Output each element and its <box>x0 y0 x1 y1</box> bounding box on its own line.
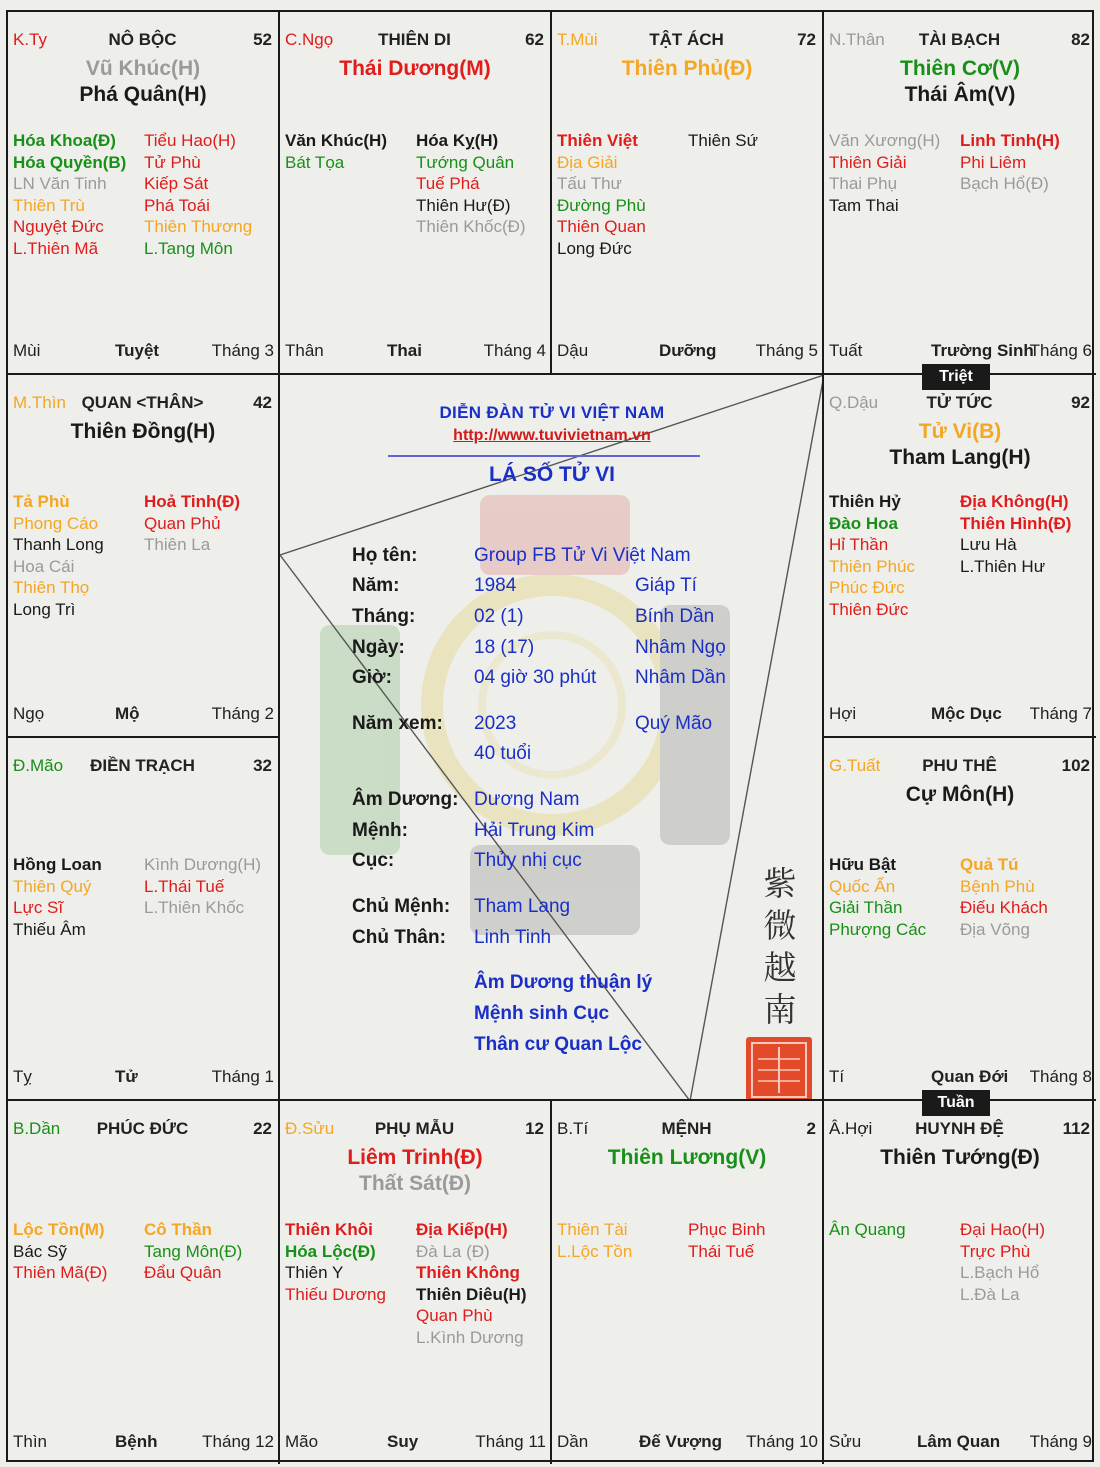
palace-tu-tuc[interactable] <box>824 375 1096 738</box>
palace-name: TỬ TỨC <box>926 393 993 412</box>
minor-star: Lực Sĩ <box>13 898 64 917</box>
month: Tháng 2 <box>211 704 274 723</box>
palace-thien-di[interactable] <box>280 12 552 375</box>
minor-star: Phá Toái <box>144 195 210 215</box>
palace-footer <box>829 341 1092 361</box>
footer-branch: Tí <box>829 1067 845 1086</box>
main-star: Thiên Lương(V) <box>607 1146 767 1169</box>
minor-star: Ân Quang <box>829 1220 906 1239</box>
minor-star: Thiên La <box>144 535 211 554</box>
palace-footer <box>13 704 274 724</box>
palace-branch: M.Thìn <box>13 393 66 412</box>
minor-star: Bệnh Phù <box>960 876 1035 896</box>
palace-branch: Q.Dậu <box>829 393 879 412</box>
palace-phuc-duc[interactable] <box>8 1101 280 1464</box>
main-star: Cự Môn(H) <box>905 783 1015 806</box>
palace-header <box>13 756 272 778</box>
footer-branch: Sửu <box>829 1432 862 1451</box>
info-label: Mệnh: <box>352 820 408 841</box>
month: Tháng 1 <box>211 1067 274 1086</box>
minor-star: LN Văn Tinh <box>13 174 107 193</box>
life-stage: Dưỡng <box>659 341 717 360</box>
minor-star: Quốc Ấn <box>829 876 896 896</box>
minor-stars-left <box>557 1219 632 1262</box>
seal-characters <box>750 863 810 1031</box>
info-value: Tham Lang <box>474 896 571 917</box>
minor-star: Hóa Lộc(Đ) <box>285 1241 376 1261</box>
chart-board <box>6 10 1094 1462</box>
info-label: Chủ Mệnh: <box>352 896 451 917</box>
palace-age: 102 <box>1061 756 1090 775</box>
info-label: Họ tên: <box>352 545 418 566</box>
palace-age: 12 <box>525 1119 544 1138</box>
life-stage: Thai <box>387 341 422 360</box>
palace-footer <box>13 341 274 361</box>
palace-header <box>557 30 816 52</box>
month: Tháng 8 <box>1029 1067 1092 1086</box>
info-value-secondary: Bính Dần <box>635 606 715 627</box>
minor-star: Thiên Không <box>416 1263 520 1282</box>
minor-star: Phong Cáo <box>13 513 99 533</box>
info-label: Năm: <box>352 575 400 596</box>
life-stage: Suy <box>387 1432 419 1451</box>
footer-branch: Thân <box>285 341 324 360</box>
minor-star: Đà La (Đ) <box>416 1241 490 1261</box>
seal-character: 越 <box>763 948 797 987</box>
minor-star: Thiên Diêu(H) <box>416 1284 527 1304</box>
palace-age: 92 <box>1071 393 1090 412</box>
palace-footer <box>285 341 546 361</box>
minor-star: L.Tang Môn <box>144 238 233 258</box>
palace-name: PHÚC ĐỨC <box>96 1119 189 1138</box>
minor-star: Long Trì <box>13 599 76 619</box>
forum-title: DIỄN ĐÀN TỬ VI VIỆT NAM <box>439 403 665 422</box>
palace-name: NÔ BỘC <box>108 30 177 49</box>
palace-age: 52 <box>253 30 272 49</box>
info-label: Cục: <box>352 850 395 871</box>
palace-name: TẬT ÁCH <box>649 30 724 49</box>
palace-branch: T.Mùi <box>557 30 598 49</box>
minor-stars-right <box>960 491 1071 577</box>
minor-stars-right <box>144 130 252 259</box>
footer-branch: Mùi <box>13 341 41 360</box>
minor-stars-right <box>960 130 1060 195</box>
minor-star: Thiên Phúc <box>829 556 915 576</box>
minor-stars-right <box>688 1219 766 1262</box>
main-stars <box>8 419 278 445</box>
month: Tháng 5 <box>755 341 818 360</box>
palace-footer <box>829 1432 1092 1452</box>
main-star: Thiên Cơ(V) <box>900 57 1020 80</box>
minor-stars-right <box>416 130 526 238</box>
minor-star: Tam Thai <box>829 195 899 215</box>
palace-huynh-de[interactable] <box>824 1101 1096 1464</box>
palace-age: 62 <box>525 30 544 49</box>
minor-star: Kiếp Sát <box>144 174 209 193</box>
palace-header <box>285 1119 544 1141</box>
palace-name: PHU THÊ <box>922 756 997 775</box>
month: Tháng 7 <box>1029 704 1092 723</box>
palace-age: 2 <box>806 1119 816 1138</box>
minor-star: Phi Liêm <box>960 152 1027 172</box>
info-label: Năm xem: <box>352 713 443 734</box>
life-stage: Mộ <box>115 704 140 723</box>
minor-star: Hóa Quyền(B) <box>13 152 127 172</box>
info-label: Chủ Thân: <box>352 927 446 948</box>
palace-branch: Đ.Sửu <box>285 1119 335 1138</box>
main-stars <box>280 1145 550 1197</box>
minor-star: Thiên Tài <box>557 1220 628 1239</box>
footer-branch: Dần <box>557 1432 589 1451</box>
minor-star: Lộc Tồn(M) <box>13 1220 105 1239</box>
footer-branch: Ngọ <box>13 704 45 723</box>
palace-quan-loc[interactable] <box>8 375 280 738</box>
info-value-secondary: Nhâm Dần <box>635 667 726 688</box>
minor-star: Hỉ Thần <box>829 535 889 554</box>
minor-star: Thiên Sứ <box>688 131 758 150</box>
triet-badge: Triệt <box>922 364 990 390</box>
minor-star: Địa Giải <box>557 152 618 172</box>
minor-star: Giải Thần <box>829 898 903 917</box>
minor-stars-right <box>144 1219 242 1284</box>
palace-age: 32 <box>253 756 272 775</box>
palace-header <box>13 30 272 52</box>
minor-star: Hóa Kỵ(H) <box>416 131 499 150</box>
palace-header <box>829 30 1090 52</box>
minor-star: Đại Hao(H) <box>960 1220 1046 1239</box>
palace-tai-bach[interactable] <box>824 12 1096 375</box>
minor-star: Địa Không(H) <box>960 492 1069 511</box>
info-value-secondary: Giáp Tí <box>635 575 697 596</box>
red-seal-stamp <box>746 1037 812 1101</box>
minor-star: Tả Phù <box>13 492 70 511</box>
info-value: 40 tuổi <box>474 743 532 764</box>
palace-footer <box>13 1432 274 1452</box>
footer-branch: Mão <box>285 1432 319 1451</box>
minor-star: Trực Phù <box>960 1241 1031 1261</box>
minor-star: Tấu Thư <box>557 174 622 193</box>
palace-name: THIÊN DI <box>378 30 451 49</box>
main-star: Thái Dương(M) <box>339 57 491 80</box>
forum-url[interactable]: http://www.tuvivietnam.vn <box>453 427 651 444</box>
minor-stars-left <box>285 130 387 173</box>
seal-character: 紫 <box>763 864 797 903</box>
palace-footer <box>829 704 1092 724</box>
minor-star: Thiên Giải <box>829 152 907 172</box>
minor-star: L.Thiên Khốc <box>144 898 245 917</box>
minor-star: L.Đà La <box>960 1284 1020 1304</box>
month: Tháng 6 <box>1029 341 1092 360</box>
palace-age: 112 <box>1062 1119 1090 1138</box>
palace-name: HUYNH ĐỆ <box>915 1119 1004 1138</box>
chart-title: LÁ SỐ TỬ VI <box>489 463 615 486</box>
main-star: Thiên Đồng(H) <box>70 420 216 443</box>
palace-branch: C.Ngọ <box>285 30 334 49</box>
life-stage: Trường Sinh <box>931 341 1034 360</box>
minor-star: Tướng Quân <box>416 152 515 172</box>
footer-branch: Tỵ <box>13 1067 32 1086</box>
info-label: Âm Dương: <box>352 789 459 810</box>
minor-star: Hoả Tinh(Đ) <box>144 492 241 511</box>
main-stars <box>552 1145 822 1171</box>
info-label: Tháng: <box>352 606 416 627</box>
info-value: Group FB Tử Vi Việt Nam <box>474 545 691 566</box>
minor-stars-left <box>13 491 104 620</box>
minor-star: Thiên Hư(Đ) <box>416 195 511 215</box>
minor-star: Thiên Hình(Đ) <box>960 513 1072 533</box>
main-star: Thái Âm(V) <box>904 83 1016 106</box>
info-value: Thủy nhị cục <box>474 850 582 871</box>
minor-stars-right <box>960 1219 1045 1305</box>
main-star: Liêm Trinh(Đ) <box>347 1146 483 1169</box>
minor-star: Thiên Thọ <box>13 578 90 597</box>
palace-header <box>829 756 1090 778</box>
center-panel <box>280 375 824 1101</box>
palace-age: 72 <box>797 30 816 49</box>
minor-star: Thiên Việt <box>557 131 638 150</box>
minor-stars-left <box>829 491 915 620</box>
main-star: Thiên Phủ(Đ) <box>621 57 753 80</box>
info-value: 1984 <box>474 575 517 596</box>
minor-star: L.Thiên Mã <box>13 238 99 258</box>
palace-branch: B.Tí <box>557 1119 589 1138</box>
palace-name: PHỤ MẪU <box>374 1119 455 1138</box>
month: Tháng 10 <box>746 1432 818 1451</box>
life-stage: Đế Vượng <box>639 1432 722 1451</box>
seal-character: 微 <box>763 906 797 945</box>
minor-star: L.Bạch Hổ <box>960 1263 1040 1282</box>
life-stage: Quan Đới <box>931 1067 1009 1086</box>
info-label: Giờ: <box>352 667 392 688</box>
palace-branch: Đ.Mão <box>13 756 64 775</box>
palace-phu-the[interactable] <box>824 738 1096 1101</box>
minor-star: Thai Phụ <box>829 174 898 193</box>
month: Tháng 11 <box>475 1432 546 1451</box>
minor-stars-left <box>557 130 646 259</box>
palace-header <box>13 393 272 415</box>
minor-star: Bát Tọa <box>285 152 345 172</box>
info-value-secondary: Nhâm Ngọ <box>635 637 726 658</box>
life-stage: Lâm Quan <box>917 1432 1001 1451</box>
minor-star: Thiên Thương <box>144 217 253 236</box>
minor-star: Đường Phù <box>557 195 646 215</box>
palace-branch: G.Tuất <box>829 756 881 775</box>
info-value: 04 giờ 30 phút <box>474 667 597 688</box>
palace-footer <box>557 341 818 361</box>
minor-stars-left <box>829 130 940 216</box>
palace-name: QUAN <THÂN> <box>81 393 204 412</box>
minor-star: Đào Hoa <box>829 513 898 533</box>
minor-star: Thiên Quý <box>13 876 92 896</box>
chart-note: Mệnh sinh Cục <box>474 1003 610 1024</box>
minor-star: Phúc Đức <box>829 578 905 597</box>
minor-star: Bạch Hổ(Đ) <box>960 174 1049 193</box>
palace-footer <box>13 1067 274 1087</box>
info-value: 02 (1) <box>474 606 524 627</box>
palace-header <box>829 393 1090 415</box>
footer-branch: Dậu <box>557 341 589 360</box>
minor-stars-right <box>144 854 261 919</box>
palace-branch: N.Thân <box>829 30 885 49</box>
minor-star: L.Thiên Hư <box>960 556 1046 576</box>
minor-star: Thanh Long <box>13 535 104 554</box>
minor-star: Bác Sỹ <box>13 1241 67 1261</box>
palace-footer <box>557 1432 818 1452</box>
minor-star: Thiên Mã(Đ) <box>13 1263 108 1282</box>
minor-star: Thiếu Dương <box>285 1284 386 1304</box>
minor-stars-right <box>144 491 240 556</box>
minor-star: Thiên Khôi <box>285 1220 373 1239</box>
footer-branch: Thìn <box>13 1432 48 1451</box>
palace-branch: B.Dần <box>13 1119 61 1138</box>
palace-branch: Â.Hợi <box>829 1119 873 1138</box>
month: Tháng 3 <box>211 341 274 360</box>
minor-star: Phục Binh <box>688 1220 766 1239</box>
chart-note: Âm Dương thuận lý <box>474 972 653 993</box>
palace-name: TÀI BẠCH <box>918 30 1001 49</box>
minor-star: Quan Phù <box>416 1306 493 1325</box>
minor-star: Hữu Bật <box>829 855 897 874</box>
info-value: Linh Tinh <box>474 927 552 948</box>
minor-star: Kình Dương(H) <box>144 855 262 874</box>
main-star: Vũ Khúc(H) <box>85 57 201 80</box>
minor-star: Lưu Hà <box>960 535 1017 554</box>
info-value: 18 (17) <box>474 637 535 658</box>
minor-star: Văn Xương(H) <box>829 131 941 150</box>
palace-name: ĐIỀN TRẠCH <box>90 756 195 775</box>
minor-star: Tử Phù <box>144 152 201 172</box>
minor-stars-left <box>13 1219 107 1284</box>
minor-star: Địa Kiếp(H) <box>416 1220 508 1239</box>
minor-star: Điếu Khách <box>960 898 1048 917</box>
main-star: Tử Vi(B) <box>918 420 1002 443</box>
palace-footer <box>285 1432 546 1452</box>
palace-age: 82 <box>1071 30 1090 49</box>
main-stars <box>824 1145 1096 1171</box>
title-divider <box>388 455 700 457</box>
minor-star: L.Kình Dương <box>416 1327 524 1347</box>
minor-stars-right <box>960 854 1048 940</box>
minor-star: Cô Thần <box>144 1220 212 1239</box>
life-stage: Mộc Dục <box>931 704 1002 723</box>
info-label: Ngày: <box>352 637 405 658</box>
palace-tat-ach[interactable] <box>552 12 824 375</box>
palace-dien-trach[interactable] <box>8 738 280 1101</box>
minor-star: Quả Tú <box>960 855 1019 874</box>
life-stage: Bệnh <box>115 1432 158 1451</box>
minor-star: Thiên Hỷ <box>829 492 901 511</box>
palace-age: 22 <box>253 1119 272 1138</box>
main-stars <box>824 419 1096 471</box>
minor-star: Thái Tuế <box>688 1241 755 1261</box>
palace-phu-mau[interactable] <box>280 1101 552 1464</box>
minor-star: Nguyệt Đức <box>13 217 104 236</box>
seal-character: 南 <box>763 990 797 1029</box>
minor-star: Hồng Loan <box>13 855 102 874</box>
minor-star: Địa Võng <box>960 919 1030 939</box>
life-stage: Tử <box>115 1067 138 1086</box>
minor-star: Hóa Khoa(Đ) <box>13 131 116 150</box>
palace-header <box>557 1119 816 1141</box>
minor-star: Tuế Phá <box>416 174 480 193</box>
minor-stars-left <box>829 1219 906 1241</box>
footer-branch: Tuất <box>829 341 863 360</box>
info-value: Hải Trung Kim <box>474 820 595 841</box>
minor-star: Thiên Khốc(Đ) <box>416 217 526 236</box>
minor-star: Thiên Quan <box>557 217 646 236</box>
minor-stars-left <box>13 130 126 259</box>
minor-star: Phượng Các <box>829 919 927 939</box>
minor-star: Thiếu Âm <box>13 919 86 939</box>
palace-header <box>285 30 544 52</box>
chart-note: Thân cư Quan Lộc <box>474 1034 642 1055</box>
main-star: Thiên Tướng(Đ) <box>880 1146 1040 1169</box>
minor-stars-right <box>688 130 758 152</box>
month: Tháng 9 <box>1029 1432 1092 1451</box>
main-stars <box>824 56 1096 108</box>
minor-star: Thiên Trù <box>13 195 85 215</box>
minor-stars-left <box>285 1219 386 1305</box>
life-stage: Tuyệt <box>115 341 160 360</box>
palace-age: 42 <box>253 393 272 412</box>
footer-branch: Hợi <box>829 704 857 723</box>
main-stars <box>552 56 822 82</box>
main-stars <box>824 782 1096 808</box>
minor-star: Văn Khúc(H) <box>285 131 387 150</box>
palace-no-boc[interactable] <box>8 12 280 375</box>
palace-header <box>13 1119 272 1141</box>
minor-star: Linh Tinh(H) <box>960 131 1060 150</box>
minor-star: Quan Phủ <box>144 513 221 533</box>
info-value: Dương Nam <box>474 789 580 810</box>
main-star: Phá Quân(H) <box>79 83 207 106</box>
month: Tháng 4 <box>483 341 546 360</box>
main-stars <box>8 56 278 108</box>
palace-footer <box>829 1067 1092 1087</box>
month: Tháng 12 <box>202 1432 274 1451</box>
palace-header <box>829 1119 1090 1141</box>
palace-name: MỆNH <box>661 1119 712 1138</box>
minor-stars-left <box>829 854 926 940</box>
minor-stars-left <box>13 854 102 940</box>
minor-star: Thiên Đức <box>829 599 909 619</box>
info-value: 2023 <box>474 713 517 734</box>
main-star: Tham Lang(H) <box>889 446 1031 469</box>
minor-star: Tiểu Hao(H) <box>144 131 236 150</box>
main-star: Thất Sát(Đ) <box>359 1172 471 1195</box>
minor-star: L.Lộc Tồn <box>557 1241 633 1261</box>
minor-star: Tang Môn(Đ) <box>144 1241 243 1261</box>
palace-menh[interactable] <box>552 1101 824 1464</box>
minor-stars-right <box>416 1219 527 1348</box>
minor-star: Đẩu Quân <box>144 1263 222 1282</box>
info-value-secondary: Quý Mão <box>635 713 713 734</box>
main-stars <box>280 56 550 82</box>
palace-branch: K.Ty <box>13 30 48 49</box>
minor-star: Thiên Y <box>285 1263 344 1282</box>
minor-star: Long Đức <box>557 238 632 258</box>
tuan-badge: Tuần <box>922 1090 990 1116</box>
minor-star: Hoa Cái <box>13 556 75 576</box>
minor-star: L.Thái Tuế <box>144 876 225 896</box>
